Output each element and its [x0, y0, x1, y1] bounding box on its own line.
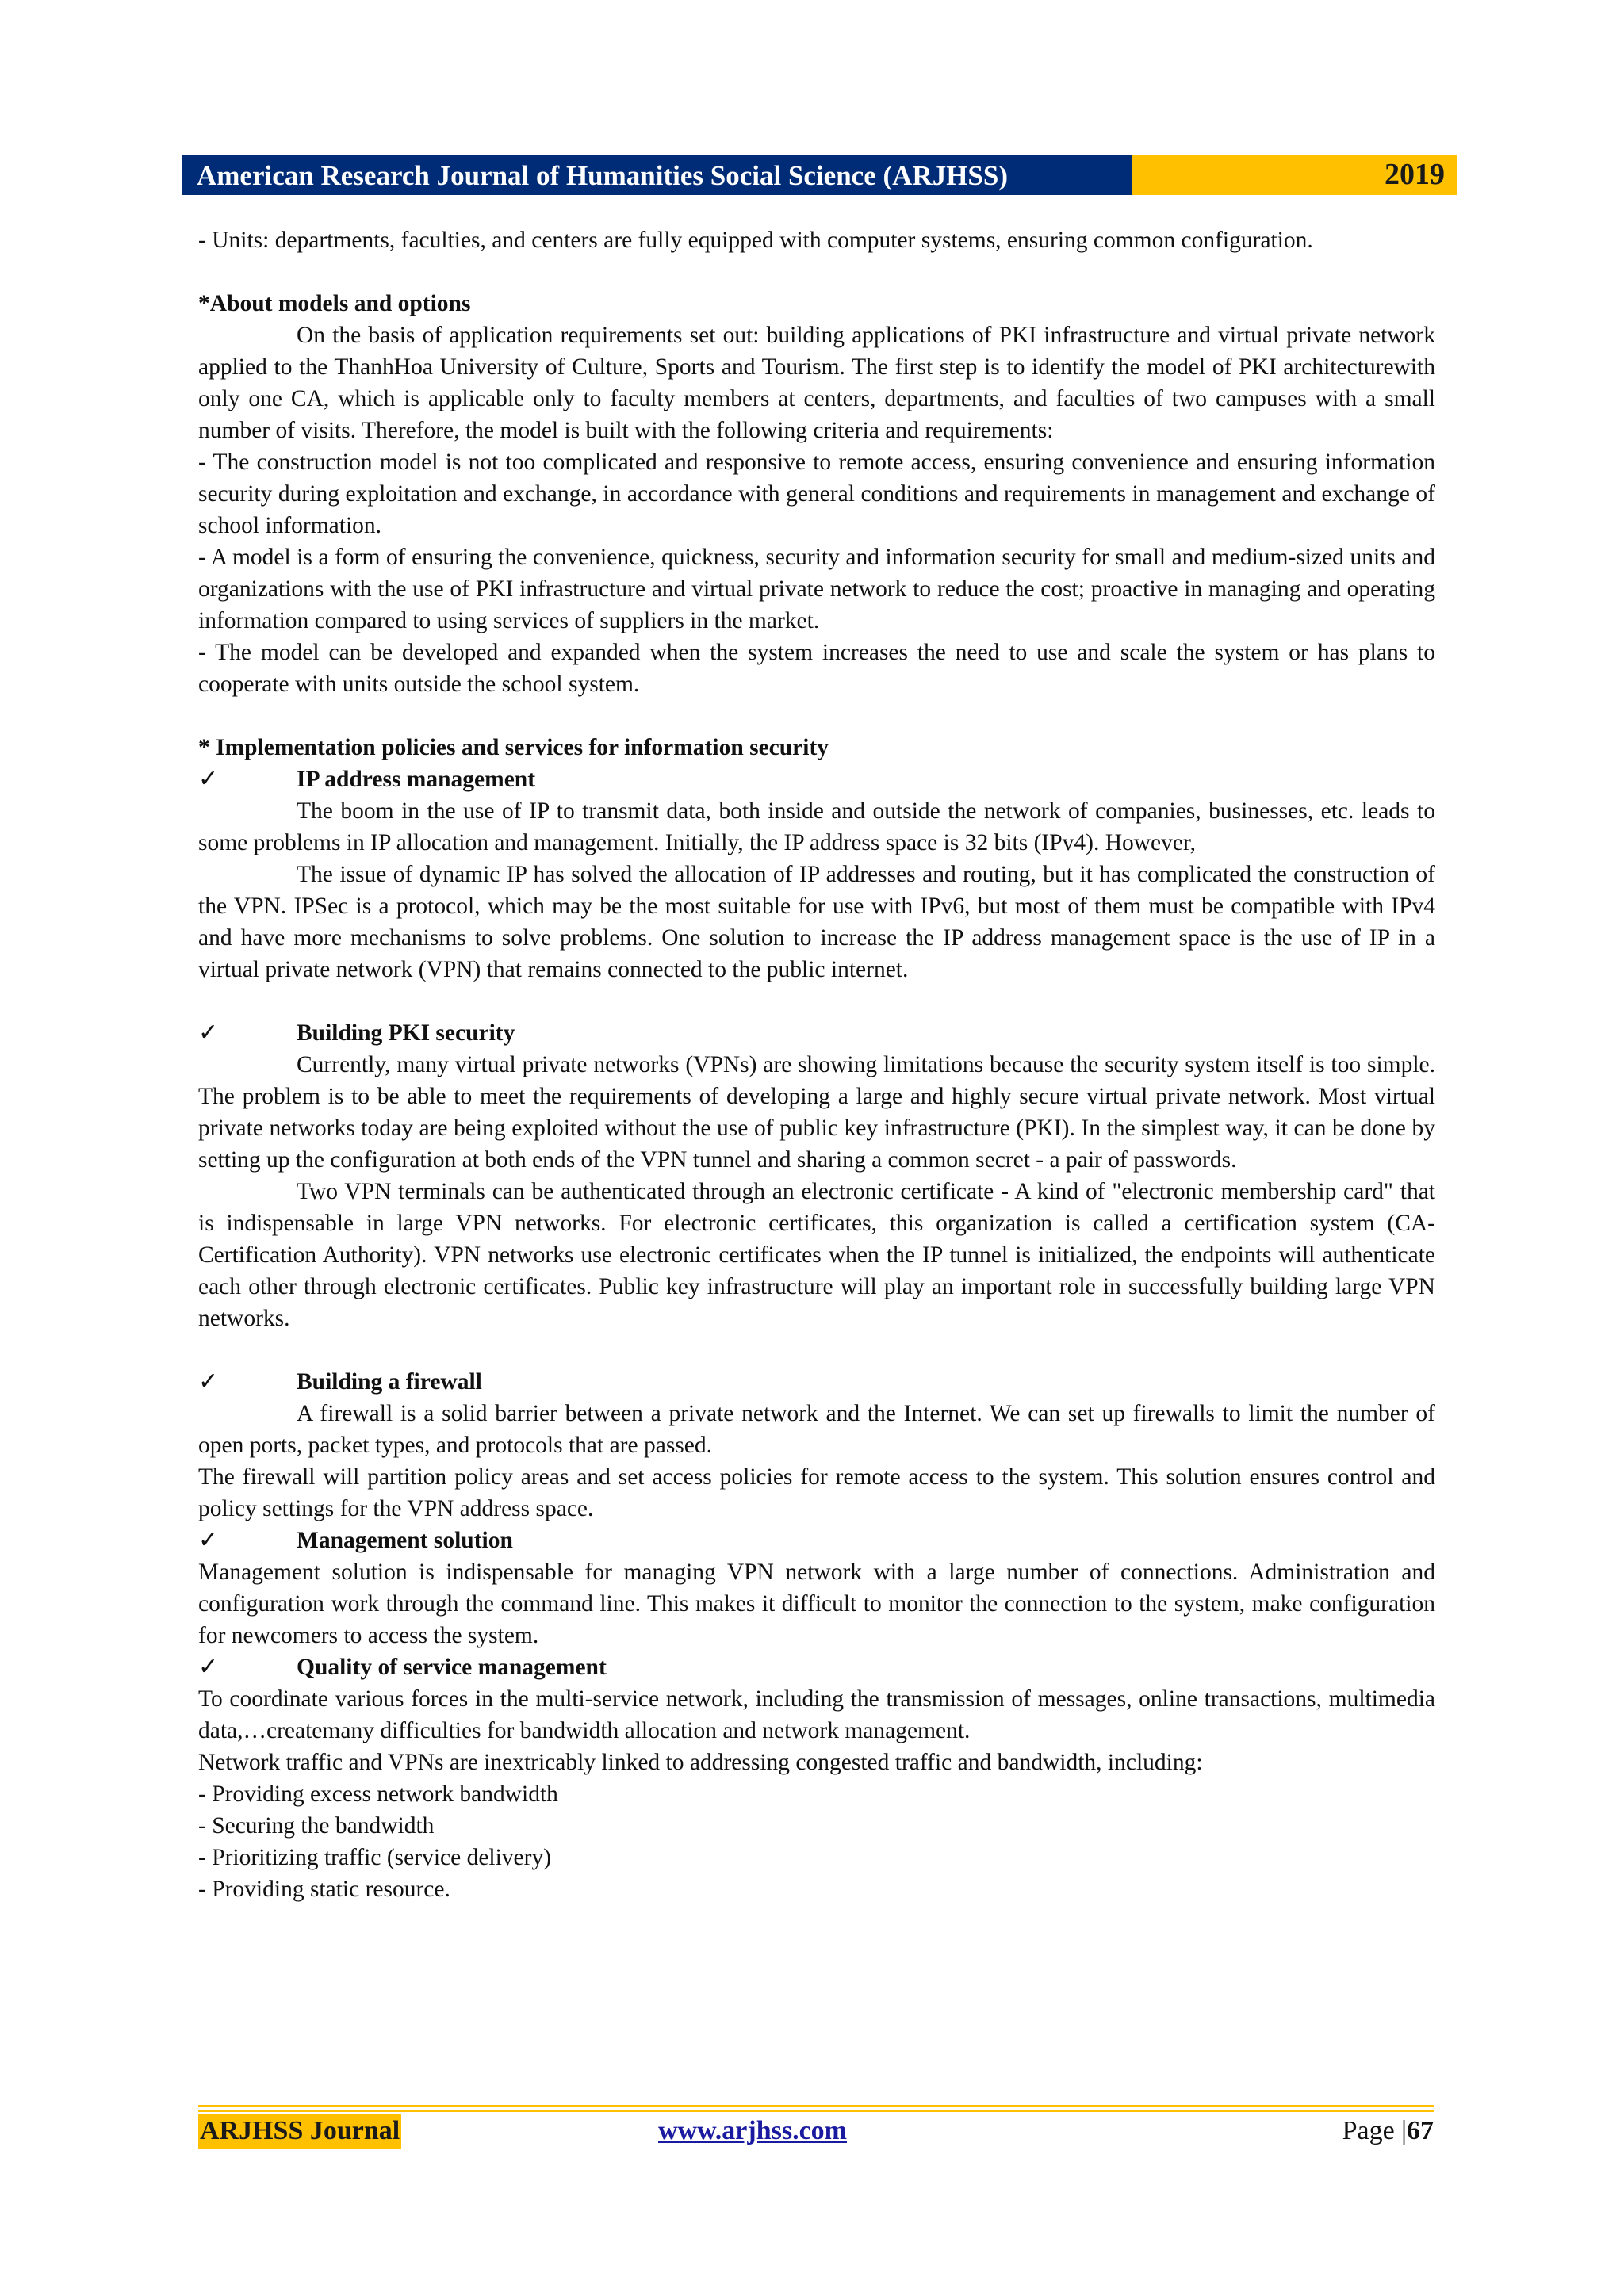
- page-label: Page |: [1342, 2116, 1407, 2145]
- article-body: [198, 224, 1435, 1905]
- qos-paragraph: To coordinate various forces in the multi-service network, including the transmission of messages, online transactions, multimedia data,…createmany difficulties for bandwidth allocation and network management.: [198, 1686, 1435, 1743]
- qos-list-item: - Securing the bandwidth: [198, 1813, 435, 1839]
- footer-journal-name: ARJHSS Journal: [198, 2114, 401, 2149]
- management-paragraph: Management solution is indispensable for managing VPN network with a large number of connections. Administration and configuration work through the command line. This makes it difficult to monitor the connection to the system, make configuration for newcomers to access the system.: [198, 1559, 1435, 1648]
- pki-paragraph: Two VPN terminals can be authenticated through an electronic certificate - A kind of "electronic membership card" that is indispensable in large VPN networks. For electronic certificates, this organization is called a certification system (CA-Certification Authority). VPN networks use electronic certificates when the IP tunnel is initialized, the endpoints will authenticate each other through electronic certificates. Public key infrastructure will play an important role in successfully building large VPN networks.: [198, 1179, 1435, 1331]
- qos-list-item: - Providing static resource.: [198, 1877, 450, 1902]
- firewall-paragraph: The firewall will partition policy areas and set access policies for remote access to the system. This solution ensures control and policy settings for the VPN address space.: [198, 1464, 1435, 1521]
- models-bullet: - A model is a form of ensuring the convenience, quickness, security and information security for small and medium-sized units and organizations with the use of PKI infrastructure and virtual private network to reduce the cost; proactive in managing and operating information compared to using services of suppliers in the market.: [198, 545, 1435, 633]
- pki-security-heading: Building PKI security: [297, 1020, 515, 1046]
- checkmark-icon: ✓: [198, 765, 219, 793]
- firewall-item: [198, 1366, 1435, 1398]
- page-number-value: 67: [1407, 2116, 1434, 2145]
- management-solution-heading: Management solution: [297, 1528, 513, 1553]
- page-footer: [198, 2114, 1434, 2149]
- pki-paragraph: Currently, many virtual private networks (VPNs) are showing limitations because the security system itself is too simple. The problem is to be able to meet the requirements of developing a large and highly secure virtual private network. Most virtual private networks today are being exploited without the use of public key infrastructure (PKI). In the simplest way, it can be done by setting up the configuration at both ends of the VPN tunnel and sharing a common secret - a pair of passwords.: [198, 1052, 1435, 1173]
- units-paragraph: - Units: departments, faculties, and centers are fully equipped with computer systems, ensuring common configuration.: [198, 228, 1313, 253]
- checkmark-icon: ✓: [198, 1526, 219, 1554]
- management-solution-item: [198, 1525, 1435, 1556]
- ip-management-heading: IP address management: [297, 767, 536, 792]
- models-heading: *About models and options: [198, 291, 471, 316]
- journal-header: [182, 155, 1457, 195]
- checkmark-icon: ✓: [198, 1653, 219, 1681]
- qos-list-item: - Providing excess network bandwidth: [198, 1781, 558, 1807]
- policies-heading: * Implementation policies and services for information security: [198, 735, 829, 760]
- journal-website-link[interactable]: www.arjhss.com: [658, 2116, 847, 2145]
- ip-paragraph: The boom in the use of IP to transmit data, both inside and outside the network of companies, businesses, etc. leads to some problems in IP allocation and management. Initially, the IP address space is 32 bits (IPv4). However,: [198, 798, 1435, 855]
- pki-security-item: [198, 1017, 1435, 1049]
- models-bullet: - The construction model is not too complicated and responsive to remote access, ensuring convenience and ensuring information security during exploitation and exchange, in accordance with general conditions and requirements in management and exchange of school information.: [198, 450, 1435, 538]
- models-bullet: - The model can be developed and expanded when the system increases the need to use and scale the system or has plans to cooperate with units outside the school system.: [198, 640, 1435, 697]
- qos-paragraph: Network traffic and VPNs are inextricably linked to addressing congested traffic and bandwidth, including:: [198, 1750, 1203, 1775]
- header-year: 2019: [1132, 155, 1457, 195]
- firewall-heading: Building a firewall: [297, 1369, 482, 1395]
- ip-management-item: [198, 763, 1435, 795]
- qos-item: [198, 1651, 1435, 1683]
- checkmark-icon: ✓: [198, 1368, 219, 1395]
- qos-heading: Quality of service management: [297, 1655, 607, 1680]
- footer-divider: [198, 2105, 1434, 2107]
- ip-paragraph: The issue of dynamic IP has solved the allocation of IP addresses and routing, but it has complicated the construction of the VPN. IPSec is a protocol, which may be the most suitable for use with IPv6, but most of them must be compatible with IPv4 and have more mechanisms to solve problems. One solution to increase the IP address management space is the use of IP in a virtual private network (VPN) that remains connected to the public internet.: [198, 862, 1435, 982]
- checkmark-icon: ✓: [198, 1019, 219, 1047]
- journal-title: American Research Journal of Humanities Social Science (ARJHSS): [182, 155, 1132, 195]
- models-intro-paragraph: On the basis of application requirements set out: building applications of PKI infrastructure and virtual private network applied to the ThanhHoa University of Culture, Sports and Tourism. The first step is to identify the model of PKI architecturewith only one CA, which is applicable only to faculty members at centers, departments, and faculties of two campuses with a small number of visits. Therefore, the model is built with the following criteria and requirements:: [198, 323, 1435, 443]
- footer-divider: [198, 2110, 1434, 2112]
- firewall-paragraph: A firewall is a solid barrier between a private network and the Internet. We can set up firewalls to limit the number of open ports, packet types, and protocols that are passed.: [198, 1401, 1435, 1458]
- qos-list-item: - Prioritizing traffic (service delivery): [198, 1845, 552, 1870]
- page-number: [1342, 2114, 1434, 2149]
